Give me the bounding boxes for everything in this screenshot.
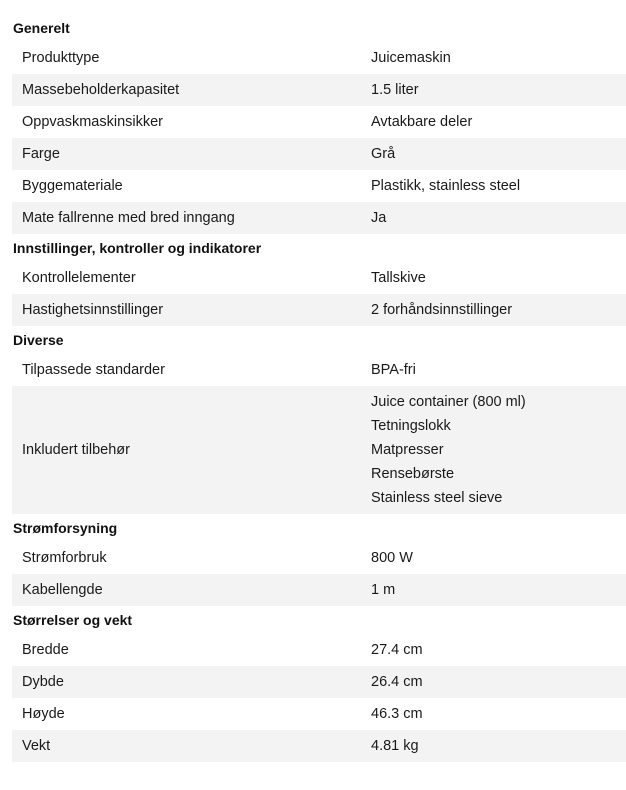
spec-row <box>12 698 626 730</box>
spec-value-item: Matpresser <box>371 442 444 458</box>
spec-label: Oppvaskmaskinsikker <box>22 114 164 130</box>
spec-label: Inkludert tilbehør <box>22 442 130 458</box>
spec-row <box>12 202 626 234</box>
spec-row <box>12 730 626 762</box>
section-title-stromforsyning: Strømforsyning <box>13 520 118 536</box>
spec-row <box>12 42 626 74</box>
spec-row <box>12 138 626 170</box>
spec-label: Hastighetsinnstillinger <box>22 302 164 318</box>
section-title-innstillinger: Innstillinger, kontroller og indikatorer <box>13 240 262 256</box>
spec-row <box>12 294 626 326</box>
spec-label: Bredde <box>22 642 69 658</box>
spec-label: Produkttype <box>22 50 100 66</box>
spec-value-item: Tetningslokk <box>371 418 451 434</box>
spec-row <box>12 542 626 574</box>
spec-value: 800 W <box>371 550 413 566</box>
spec-row <box>12 574 626 606</box>
spec-row <box>12 106 626 138</box>
spec-label: Farge <box>22 146 60 162</box>
spec-label: Kontrollelementer <box>22 270 136 286</box>
spec-row <box>12 170 626 202</box>
spec-label: Mate fallrenne med bred inngang <box>22 210 235 226</box>
spec-row <box>12 634 626 666</box>
spec-value: Avtakbare deler <box>371 114 473 130</box>
spec-label: Massebeholderkapasitet <box>22 82 180 98</box>
spec-label: Vekt <box>22 738 51 754</box>
spec-value: 27.4 cm <box>371 642 423 658</box>
spec-label: Strømforbruk <box>22 550 107 566</box>
spec-row <box>12 386 626 514</box>
spec-value-item: Juice container (800 ml) <box>371 394 526 410</box>
section-title-storrelser: Størrelser og vekt <box>13 612 133 628</box>
section-title-generelt: Generelt <box>13 20 70 36</box>
spec-value: Tallskive <box>371 270 426 286</box>
spec-label: Høyde <box>22 706 65 722</box>
spec-value: Grå <box>371 146 396 162</box>
spec-value: Plastikk, stainless steel <box>371 178 521 194</box>
spec-value-list <box>371 386 626 514</box>
spec-value: 1 m <box>371 582 396 598</box>
spec-label: Kabellengde <box>22 582 103 598</box>
spec-value: 46.3 cm <box>371 706 423 722</box>
spec-value-item: Stainless steel sieve <box>371 490 503 506</box>
spec-value: Ja <box>371 210 387 226</box>
spec-value: 2 forhåndsinnstillinger <box>371 302 513 318</box>
spec-value: 26.4 cm <box>371 674 423 690</box>
spec-label: Tilpassede standarder <box>22 362 165 378</box>
spec-value-item: Rensebørste <box>371 466 455 482</box>
spec-row <box>12 354 626 386</box>
spec-row <box>12 262 626 294</box>
spec-row <box>12 74 626 106</box>
spec-label: Dybde <box>22 674 64 690</box>
spec-value: BPA-fri <box>371 362 416 378</box>
spec-label: Byggemateriale <box>22 178 123 194</box>
section-title-diverse: Diverse <box>13 332 64 348</box>
spec-value: 1.5 liter <box>371 82 419 98</box>
spec-value: 4.81 kg <box>371 738 419 754</box>
spec-row <box>12 666 626 698</box>
spec-table <box>12 14 626 762</box>
spec-value: Juicemaskin <box>371 50 451 66</box>
